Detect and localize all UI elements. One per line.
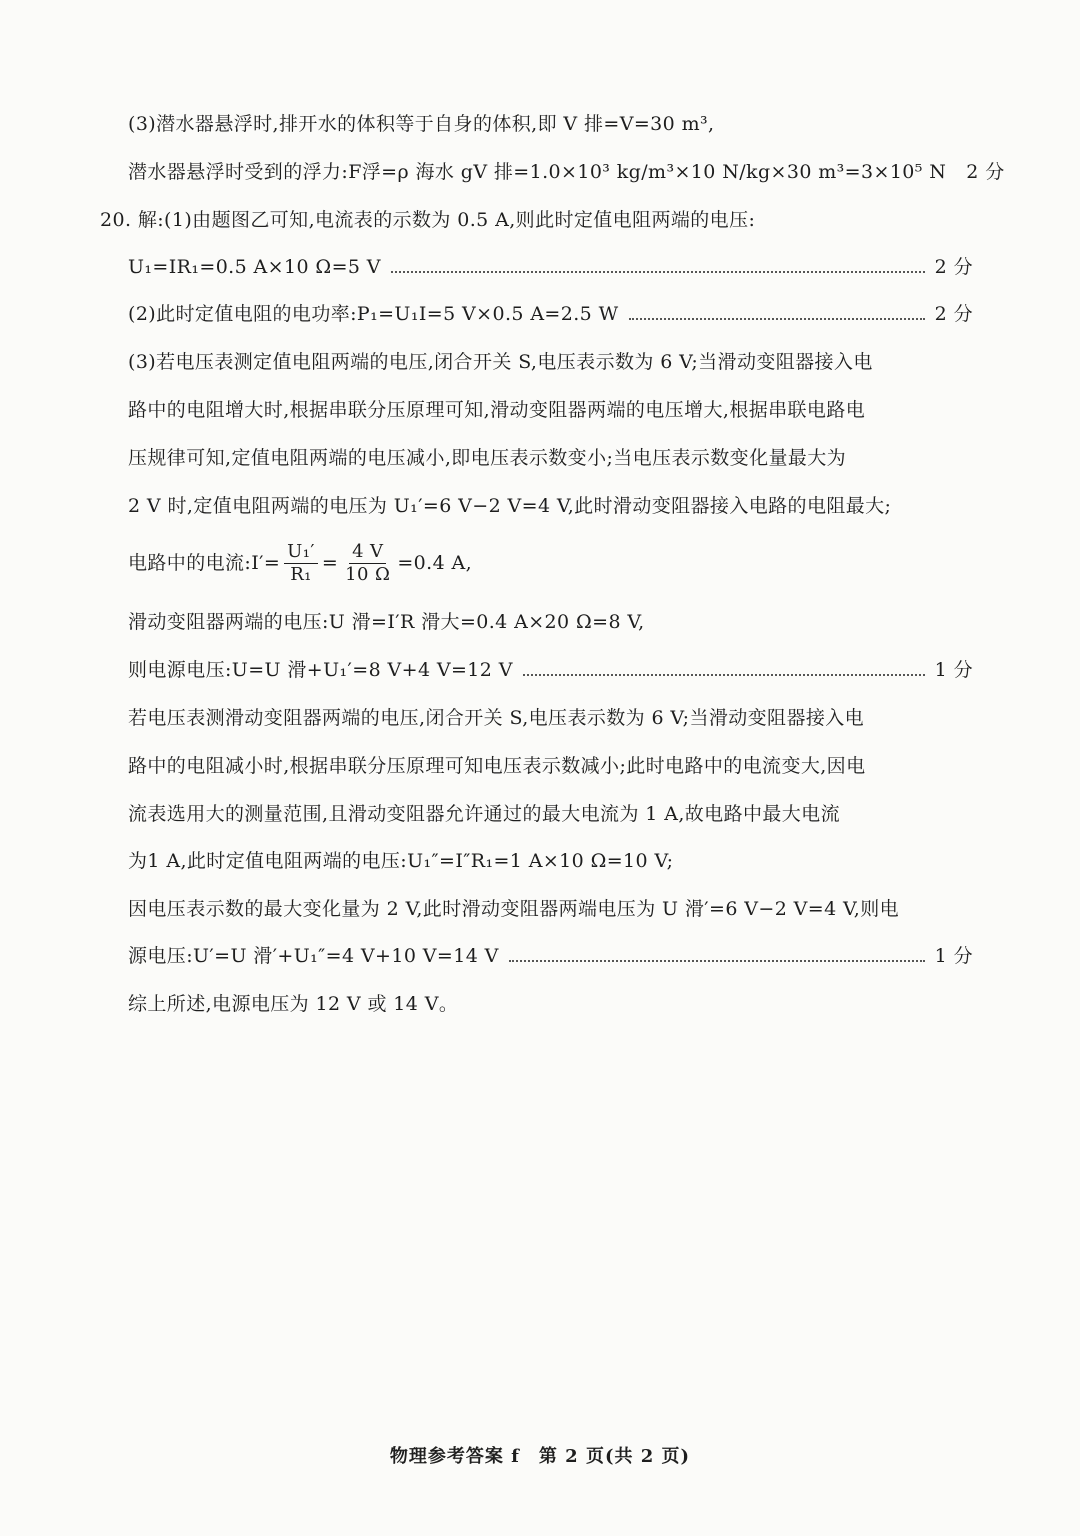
dot-leader bbox=[629, 317, 925, 320]
text-line: 因电压表示数的最大变化量为 2 V,此时滑动变阻器两端电压为 U 滑′=6 V−2 V=4 V,则电 bbox=[128, 898, 900, 920]
fraction-2 bbox=[342, 541, 393, 586]
fraction-suffix: =0.4 A, bbox=[397, 552, 473, 574]
fraction-prefix: 电路中的电流:I′= bbox=[128, 552, 281, 574]
score-label: 2 分 bbox=[966, 161, 1005, 183]
text-line: 流表选用大的测量范围,且滑动变阻器允许通过的最大电流为 1 A,故电路中最大电流 bbox=[128, 803, 840, 825]
fraction-2-numerator: 4 V bbox=[349, 541, 386, 564]
text-line: 综上所述,电源电压为 12 V 或 14 V。 bbox=[128, 993, 459, 1015]
line-text: (2)此时定值电阻的电功率:P₁=U₁I=5 V×0.5 A=2.5 W bbox=[128, 303, 619, 325]
fraction-1-numerator: U₁′ bbox=[284, 541, 318, 564]
text-line: 滑动变阻器两端的电压:U 滑=I′R 滑大=0.4 A×20 Ω=8 V, bbox=[128, 611, 645, 633]
text-line: 若电压表测滑动变阻器两端的电压,闭合开关 S,电压表示数为 6 V;当滑动变阻器接入电 bbox=[128, 707, 865, 729]
score-label: 1 分 bbox=[934, 659, 973, 681]
fraction-2-denominator: 10 Ω bbox=[345, 563, 391, 585]
dot-leader bbox=[523, 673, 925, 676]
text-line: (3)若电压表测定值电阻两端的电压,闭合开关 S,电压表示数为 6 V;当滑动变阻器接入电 bbox=[128, 351, 873, 373]
score-label: 1 分 bbox=[934, 945, 973, 967]
text-line-scored bbox=[128, 658, 973, 682]
text-line: 压规律可知,定值电阻两端的电压减小,即电压表示数变小;当电压表示数变化量最大为 bbox=[128, 447, 847, 469]
text-line-scored bbox=[128, 944, 973, 968]
dot-leader bbox=[391, 270, 925, 273]
text-line: 2 V 时,定值电阻两端的电压为 U₁′=6 V−2 V=4 V,此时滑动变阻器接入电路的电阻最大; bbox=[128, 495, 892, 517]
text-line-scored bbox=[128, 160, 1005, 184]
text-line: (3)潜水器悬浮时,排开水的体积等于自身的体积,即 V 排=V=30 m³, bbox=[128, 113, 715, 135]
line-text: 则电源电压:U=U 滑+U₁′=8 V+4 V=12 V bbox=[128, 659, 513, 681]
fraction-line bbox=[128, 540, 973, 586]
line-text: U₁=IR₁=0.5 A×10 Ω=5 V bbox=[128, 256, 381, 278]
fraction-equals: = bbox=[321, 552, 339, 574]
score-label: 2 分 bbox=[934, 303, 973, 325]
text-line: 路中的电阻增大时,根据串联分压原理可知,滑动变阻器两端的电压增大,根据串联电路电 bbox=[128, 399, 866, 421]
text-line-scored bbox=[128, 302, 973, 326]
score-label: 2 分 bbox=[934, 256, 973, 278]
text-line: 为1 A,此时定值电阻两端的电压:U₁″=I″R₁=1 A×10 Ω=10 V; bbox=[128, 850, 674, 872]
line-text: 潜水器悬浮时受到的浮力:F浮=ρ 海水 gV 排=1.0×10³ kg/m³×10 N/kg×30 m³=3×10⁵ N bbox=[128, 161, 947, 183]
question-heading: 20. 解:(1)由题图乙可知,电流表的示数为 0.5 A,则此时定值电阻两端的电压: bbox=[100, 209, 756, 231]
line-text: 源电压:U′=U 滑′+U₁″=4 V+10 V=14 V bbox=[128, 945, 499, 967]
page-footer: 物理参考答案 f 第 2 页(共 2 页) bbox=[389, 1446, 691, 1467]
text-line-scored bbox=[128, 255, 973, 279]
text-line: 路中的电阻减小时,根据串联分压原理可知电压表示数减小;此时电路中的电流变大,因电 bbox=[128, 755, 866, 777]
fraction-1-denominator: R₁ bbox=[290, 563, 312, 585]
fraction-1 bbox=[284, 541, 318, 586]
dot-leader bbox=[509, 959, 925, 962]
